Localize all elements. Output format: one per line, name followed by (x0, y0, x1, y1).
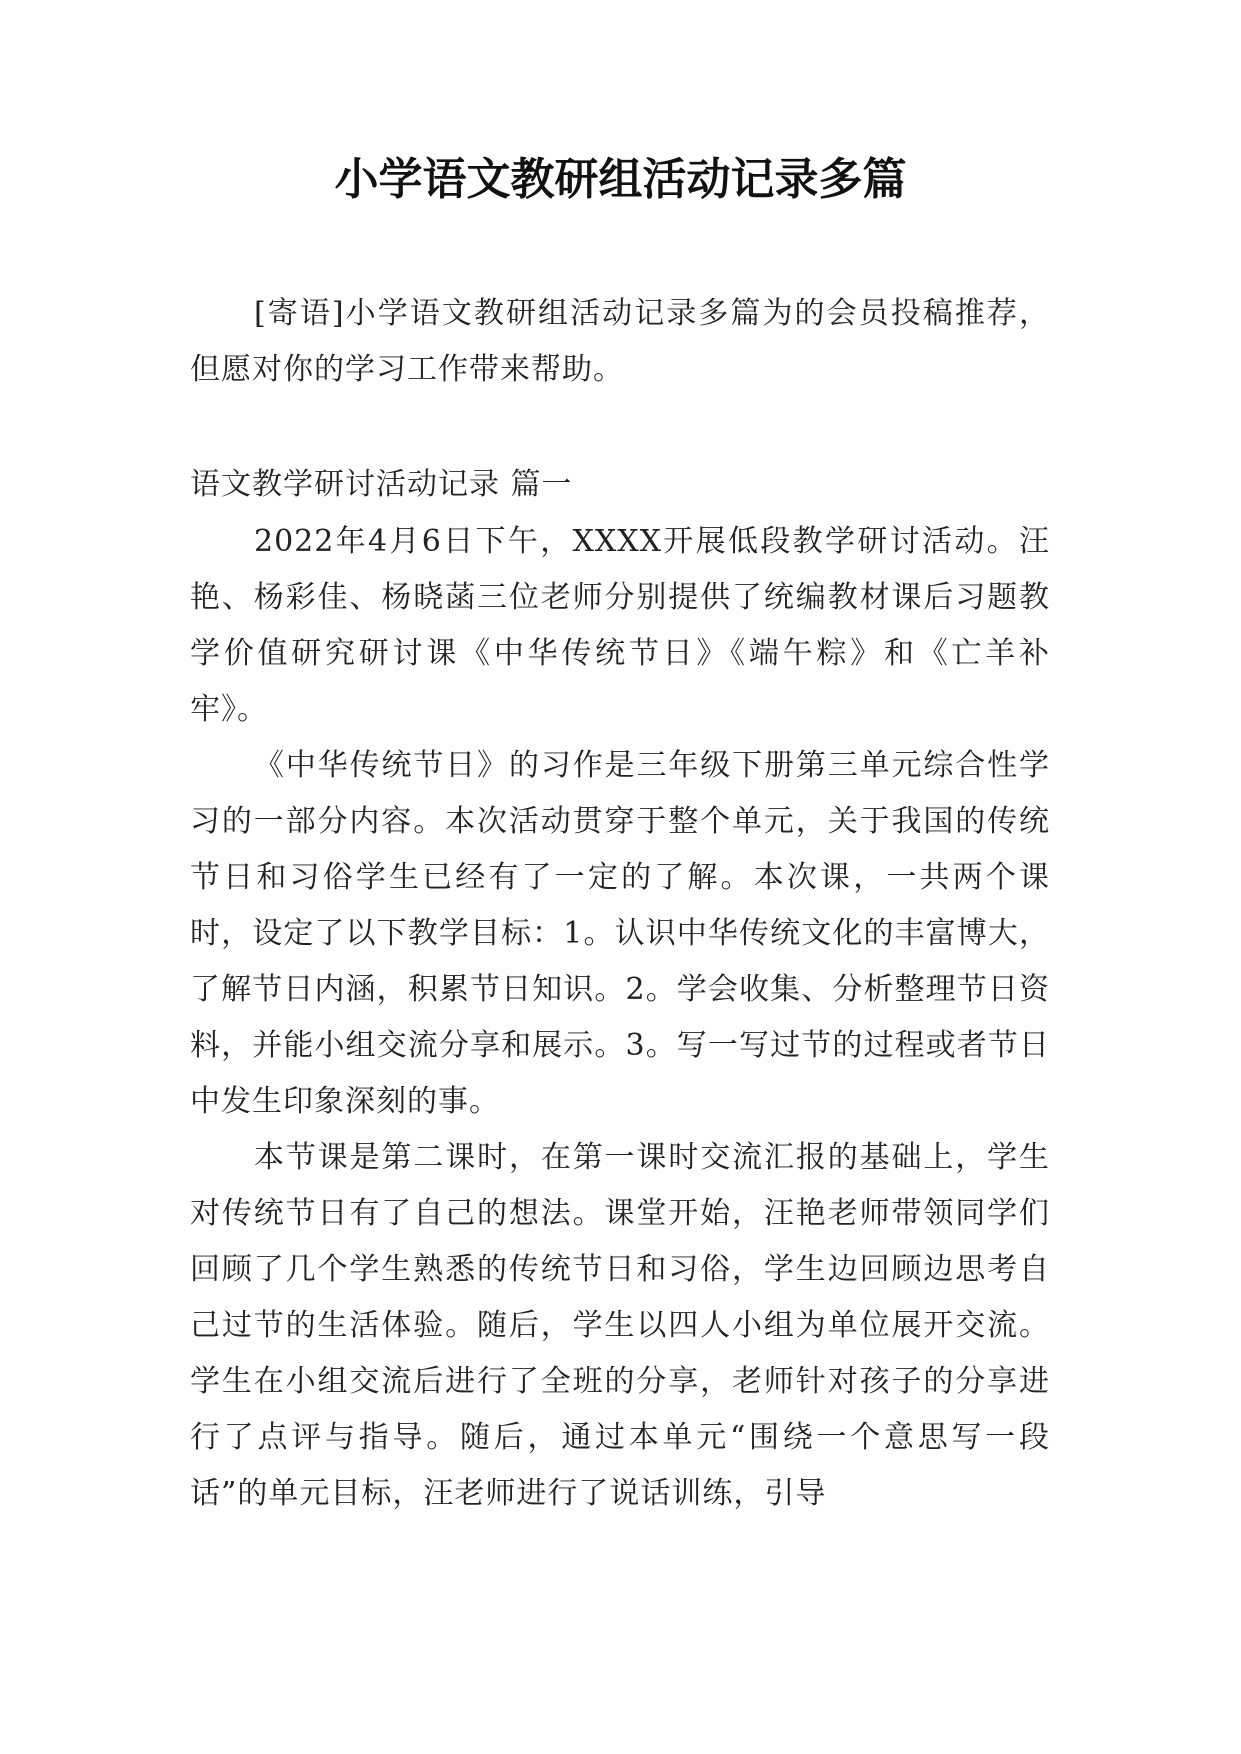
section-heading: 语文教学研讨活动记录 篇一 (190, 467, 573, 502)
body-content (190, 514, 1050, 1522)
intro-paragraph: [寄语]小学语文教研组活动记录多篇为的会员投稿推荐，但愿对你的学习工作带来帮助。 (190, 296, 1050, 387)
body-paragraph: 《中华传统节日》的习作是三年级下册第三单元综合性学习的一部分内容。本次活动贯穿于整个单元，关于我国的传统节日和习俗学生已经有了一定的了解。本次课，一共两个课时，设定了以下教学目标：1。认识中华传统文化的丰富博大，了解节日内涵，积累节日知识。2。学会收集、分析整理节日资料，并能小组交流分享和展示。3。写一写过节的过程或者节日中发生印象深刻的事。 (190, 748, 1050, 1119)
document-title: 小学语文教研组活动记录多篇 (334, 154, 907, 205)
body-paragraph: 本节课是第二课时，在第一课时交流汇报的基础上，学生对传统节日有了自己的想法。课堂开始，汪艳老师带领同学们回顾了几个学生熟悉的传统节日和习俗，学生边回顾边思考自己过节的生活体验。随后，学生以四人小组为单位展开交流。学生在小组交流后进行了全班的分享，老师针对孩子的分享进行了点评与指导。随后，通过本单元“围绕一个意思写一段话”的单元目标，汪老师进行了说话训练，引导 (190, 1140, 1050, 1511)
body-paragraph: 2022年4月6日下午，XXXX开展低段教学研讨活动。汪艳、杨彩佳、杨晓菡三位老师分别提供了统编教材课后习题教学价值研究研讨课《中华传统节日》《端午粽》和《亡羊补牢》。 (190, 524, 1050, 727)
